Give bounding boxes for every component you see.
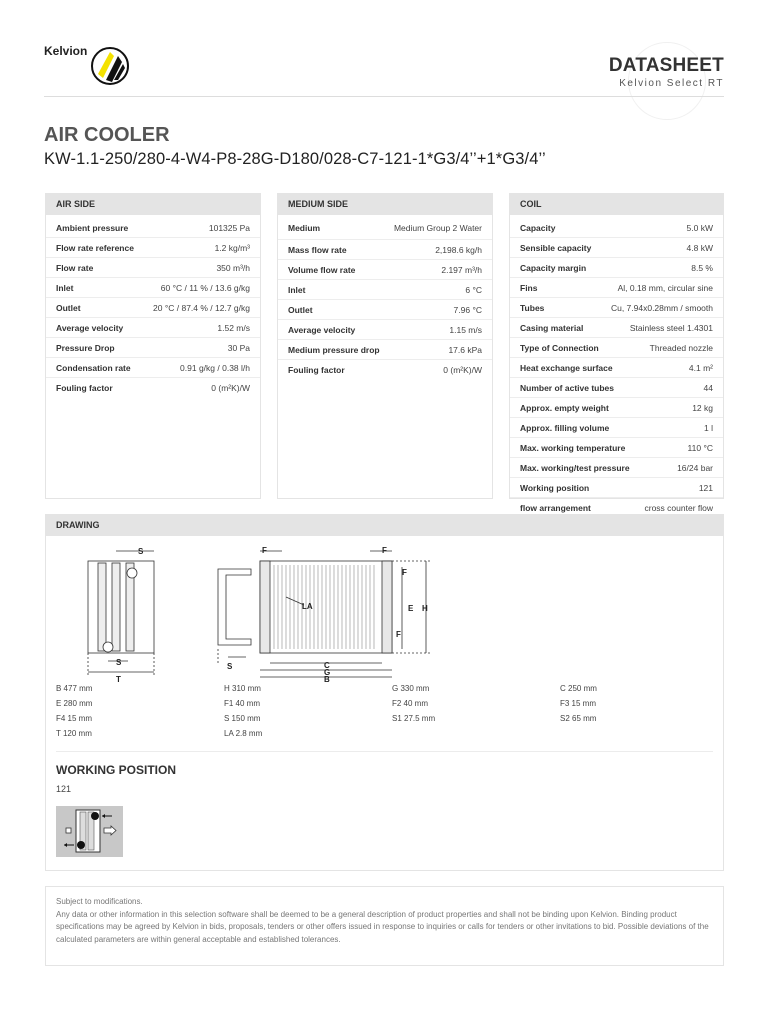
spec-label: Average velocity: [56, 323, 124, 333]
spec-value: 4.1 m²: [688, 363, 713, 373]
spec-value: 44: [703, 383, 713, 393]
brand-name: Kelvion: [44, 44, 88, 58]
dimension-item: H 310 mm: [224, 684, 261, 693]
spec-value: 17.6 kPa: [448, 345, 482, 355]
spec-row: [278, 280, 492, 300]
side-view-bracket: [218, 569, 251, 665]
dimension-item: G 330 mm: [392, 684, 430, 693]
dimension-item: S2 65 mm: [560, 714, 597, 723]
front-view: [88, 551, 154, 675]
spec-label: Heat exchange surface: [520, 363, 613, 373]
spec-row: [278, 240, 492, 260]
datasheet-title-block: [609, 55, 724, 89]
spec-row: [278, 360, 492, 379]
coil-title: COIL: [510, 194, 723, 215]
label-g: G: [324, 668, 331, 677]
spec-label: Number of active tubes: [520, 383, 614, 393]
spec-label: Approx. filling volume: [520, 423, 610, 433]
spec-row: [510, 478, 723, 498]
brand-logo: [44, 40, 134, 84]
spec-value: 1.2 kg/m³: [214, 243, 250, 253]
spec-row: [510, 218, 723, 238]
spec-label: Fouling factor: [288, 365, 345, 375]
spec-row: [510, 438, 723, 458]
spec-row: [510, 238, 723, 258]
spec-value: Cu, 7.94x0.28mm / smooth: [610, 303, 713, 313]
air-side-rows: [46, 215, 260, 397]
dimension-item: F1 40 mm: [224, 699, 261, 708]
spec-value: 8.5 %: [691, 263, 713, 273]
spec-row: [510, 258, 723, 278]
spec-row: [510, 458, 723, 478]
drawing-panel: [45, 514, 724, 871]
spec-label: Medium: [288, 223, 321, 233]
spec-label: Tubes: [520, 303, 545, 313]
spec-label: Inlet: [56, 283, 74, 293]
spec-label: Mass flow rate: [288, 245, 347, 255]
spec-value: 0 (m²K)/W: [211, 383, 250, 393]
spec-value: 110 °C: [687, 443, 713, 453]
working-position-icon: [56, 806, 123, 857]
spec-row: [278, 320, 492, 340]
spec-label: Condensation rate: [56, 363, 131, 373]
coil-panel: [509, 193, 724, 513]
dimension-item: T 120 mm: [56, 729, 92, 738]
spec-label: Average velocity: [288, 325, 356, 335]
coil-rows: [510, 215, 723, 517]
spec-label: flow arrangement: [520, 503, 591, 513]
spec-label: Fins: [520, 283, 538, 293]
spec-row: [510, 378, 723, 398]
label-s-bottom: S: [116, 658, 122, 667]
label-b: B: [324, 675, 330, 684]
spec-row: [510, 318, 723, 338]
spec-row: [46, 358, 260, 378]
dimension-item: C 250 mm: [560, 684, 597, 693]
spec-label: Type of Connection: [520, 343, 599, 353]
spec-value: 0.91 g/kg / 0.38 l/h: [180, 363, 250, 373]
header-divider: [44, 96, 724, 97]
dimension-item: LA 2.8 mm: [224, 729, 263, 738]
spec-row: [46, 338, 260, 358]
dimension-item: F3 15 mm: [560, 699, 597, 708]
spec-label: Ambient pressure: [56, 223, 129, 233]
spec-value: 6 °C: [465, 285, 482, 295]
spec-value: 16/24 bar: [677, 463, 713, 473]
working-position-image: [56, 806, 123, 857]
product-model: KW-1.1-250/280-4-W4-P8-28G-D180/028-C7-121-1*G3/4’’+1*G3/4’’: [44, 150, 546, 168]
spec-row: [278, 260, 492, 280]
spec-label: Medium pressure drop: [288, 345, 380, 355]
spec-value: 0 (m²K)/W: [443, 365, 482, 375]
spec-label: Inlet: [288, 285, 306, 295]
spec-row: [46, 378, 260, 397]
spec-row: [510, 398, 723, 418]
spec-row: [278, 300, 492, 320]
spec-row: [46, 278, 260, 298]
spec-row: [510, 298, 723, 318]
spec-value: 1 l: [704, 423, 713, 433]
label-f1: F: [262, 546, 267, 555]
spec-value: Al, 0.18 mm, circular sine: [617, 283, 713, 293]
spec-label: Outlet: [56, 303, 81, 313]
spec-row: [46, 318, 260, 338]
air-side-panel: [45, 193, 261, 499]
spec-row: [46, 298, 260, 318]
spec-row: [510, 278, 723, 298]
medium-side-rows: [278, 215, 492, 379]
drawing-title: DRAWING: [46, 515, 723, 536]
drawing-divider: [56, 751, 713, 752]
spec-value: 7.96 °C: [453, 305, 482, 315]
spec-value: 12 kg: [692, 403, 713, 413]
spec-value: 121: [698, 483, 713, 493]
label-s-top: S: [138, 547, 144, 556]
spec-label: Max. working temperature: [520, 443, 626, 453]
label-f4: F: [396, 630, 401, 639]
dimension-item: F4 15 mm: [56, 714, 93, 723]
label-h: H: [422, 604, 428, 613]
dimension-item: S1 27.5 mm: [392, 714, 436, 723]
spec-value: 1.52 m/s: [217, 323, 250, 333]
spec-row: [510, 338, 723, 358]
spec-label: Flow rate reference: [56, 243, 134, 253]
spec-label: Sensible capacity: [520, 243, 592, 253]
medium-side-title: MEDIUM SIDE: [278, 194, 492, 215]
spec-value: 60 °C / 11 % / 13.6 g/kg: [160, 283, 250, 293]
spec-label: Working position: [520, 483, 590, 493]
label-la: LA: [302, 602, 313, 611]
spec-value: Stainless steel 1.4301: [629, 323, 713, 333]
spec-value: 20 °C / 87.4 % / 12.7 g/kg: [153, 303, 250, 313]
spec-label: Capacity: [520, 223, 556, 233]
spec-value: 350 m³/h: [216, 263, 250, 273]
dimension-item: E 280 mm: [56, 699, 93, 708]
spec-label: Outlet: [288, 305, 313, 315]
label-f2: F: [382, 546, 387, 555]
spec-label: Pressure Drop: [56, 343, 115, 353]
spec-row: [278, 218, 492, 240]
spec-value: 2,198.6 kg/h: [435, 245, 482, 255]
spec-row: [278, 340, 492, 360]
spec-row: [510, 418, 723, 438]
spec-value: 4.8 kW: [686, 243, 713, 253]
dimension-item: S 150 mm: [224, 714, 261, 723]
medium-side-panel: [277, 193, 493, 499]
dimension-item: B 477 mm: [56, 684, 93, 693]
working-position-title: WORKING POSITION: [56, 763, 176, 777]
label-s-side: S: [227, 662, 233, 671]
spec-value: Threaded nozzle: [649, 343, 713, 353]
spec-row: [510, 358, 723, 378]
air-side-title: AIR SIDE: [46, 194, 260, 215]
label-t: T: [116, 675, 121, 684]
datasheet-subtitle: Kelvion Select RT: [619, 78, 724, 89]
spec-label: Flow rate: [56, 263, 94, 273]
spec-value: cross counter flow: [644, 503, 713, 513]
spec-label: Approx. empty weight: [520, 403, 609, 413]
label-f3: F: [402, 568, 407, 577]
spec-label: Fouling factor: [56, 383, 113, 393]
label-c: C: [324, 661, 330, 670]
spec-row: [46, 218, 260, 238]
disclaimer-body: Any data or other information in this selection software shall be deemed to be a general description of product properties and shall not be binding upon Kelvion. Binding product specifications may be agreed by Kelvion in bids, proposals, tenders or other offers issued in response to inquiries or calls for tenders or other invitations to bid. Possible deviations of the calculated parameters are within general acceptable and established tolerances.: [56, 909, 709, 944]
spec-label: Max. working/test pressure: [520, 463, 630, 473]
spec-value: 5.0 kW: [686, 223, 713, 233]
spec-value: 2.197 m³/h: [441, 265, 482, 275]
spec-label: Volume flow rate: [288, 265, 356, 275]
spec-value: 1.15 m/s: [449, 325, 482, 335]
technical-drawing: [46, 539, 725, 689]
spec-label: Capacity margin: [520, 263, 587, 273]
disclaimer-line1: Subject to modifications.: [56, 897, 143, 906]
datasheet-title: DATASHEET: [608, 55, 724, 76]
disclaimer: [45, 886, 724, 966]
kelvion-logo-icon: [90, 46, 130, 86]
spec-value: Medium Group 2 Water: [393, 223, 482, 233]
label-e: E: [408, 604, 414, 613]
product-type: AIR COOLER: [44, 124, 170, 146]
spec-row: [46, 258, 260, 278]
dimension-item: F2 40 mm: [392, 699, 429, 708]
spec-value: 30 Pa: [227, 343, 250, 353]
spec-row: [46, 238, 260, 258]
spec-value: 101325 Pa: [208, 223, 250, 233]
spec-label: Casing material: [520, 323, 584, 333]
working-position-value: 121: [56, 784, 72, 794]
